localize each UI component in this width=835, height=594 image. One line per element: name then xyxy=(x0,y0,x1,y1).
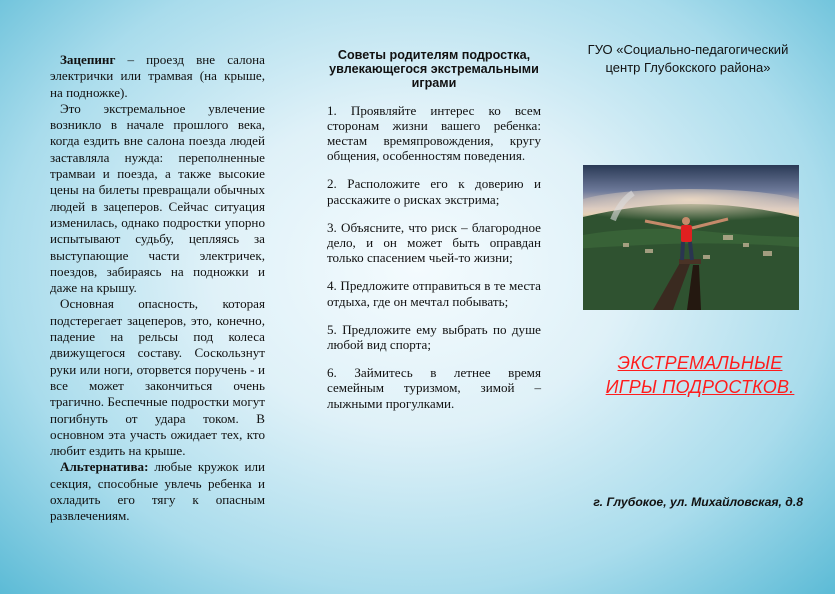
brochure-title: ЭКСТРЕМАЛЬНЫЕ ИГРЫ ПОДРОСТКОВ. xyxy=(605,353,795,397)
left-column xyxy=(50,52,265,525)
organization-name: ГУО «Социально-педагогический центр Глубокского района» xyxy=(587,42,789,75)
address: г. Глубокое, ул. Михайловская, д.8 xyxy=(593,495,803,509)
paragraph-danger: Основная опасность, которая подстерегает зацеперов, это, конечно, падение на рельсы под колеса движущегося составу. Соскользнут руки или ноги, оторвется поручень - и все может закончиться очень трагично. Беспечные подростки могут погибнуть от удара током. В основном эта участь ожидает тех, кто любит ездить на крыше. xyxy=(50,296,265,459)
extreme-photo xyxy=(583,165,799,310)
tip-item: 4. Предложите отправиться в те места отдыха, где он мечтал побывать; xyxy=(327,278,541,309)
paragraph-definition xyxy=(50,52,265,101)
tip-item: 2. Расположите его к доверию и расскажите о рисках экстрима; xyxy=(327,176,541,207)
term-alternative: Альтернатива: xyxy=(60,459,149,475)
tip-item: 1. Проявляйте интерес ко всем сторонам жизни вашего ребенка: местам времяпровождения, кругу общения, особенностям поведения. xyxy=(327,102,541,164)
middle-column xyxy=(327,48,541,424)
alternative-text: любые кружок или секция, способные увлечь ребенка и охладить его тягу к опасным развлечениям. xyxy=(50,459,265,524)
paragraph-alternative xyxy=(50,459,265,524)
rooftop-jumper-illustration xyxy=(583,165,799,310)
term-zatseping: Зацепинг xyxy=(60,52,116,67)
tips-title: Советы родителям подростка, увлекающегося экстремальными играми xyxy=(329,48,539,91)
tip-item: 3. Объясните, что риск – благородное дело, и он может быть оправдан только спасением чьей-то жизни; xyxy=(327,219,541,266)
paragraph-history: Это экстремальное увлечение возникло в начале прошлого века, когда ездить вне салона поезда людей заставляла нужда: переполненные трамваи и поезда, а также высокие цены на билеты превращали обычных людей в зацеперов. Сейчас ситуация изменилась, однако подростки упорно испытывают судьбу, цепляясь за выступающие части электричек, поездов, забираясь на подножки и даже на крышу. xyxy=(50,100,265,296)
tip-item: 6. Займитесь в летнее время семейным туризмом, зимой – лыжными прогулками. xyxy=(327,365,541,411)
definition-text: – проезд вне салона электрички или трамвая (на крыше, на подножке). xyxy=(50,52,265,100)
tip-item: 5. Предложите ему выбрать по душе любой вид спорта; xyxy=(327,321,541,353)
